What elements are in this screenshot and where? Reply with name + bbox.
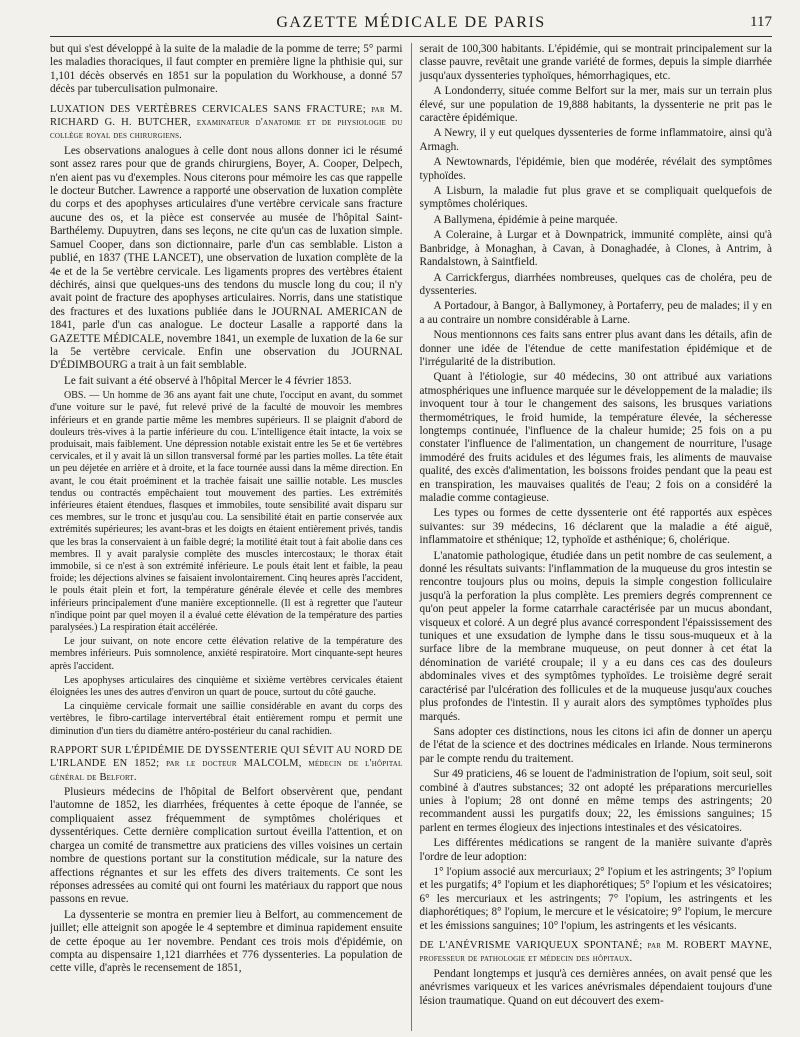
journal-title: GAZETTE MÉDICALE DE PARIS	[276, 14, 546, 31]
paragraph: La dyssenterie se montra en premier lieu à Belfort, au commencement de juillet; elle atteignit son apogée le 4 septembre et diminua rapidement ensuite de cette époque au 1er novembre. Pendant ces trois mois d'épidémie, on compta au dispensaire 1,121 diarrhées et 776 dyssenteries. La population de cette ville, d'après le recensement de 1851,	[50, 908, 403, 975]
paragraph: Sans adopter ces distinctions, nous les citons ici afin de donner un aperçu de l'état de la science et des doctrines médicales en Irlande. Nous terminerons par le compte rendu du traitement.	[419, 725, 772, 765]
observation-text: La cinquième cervicale formait une saillie considérable en avant du corps des vertèbres, le fibro-cartilage intervertébral était entièrement rompu et permit une diminution d'un tiers du diamètre antéro-postérieur du canal rachidien.	[50, 701, 403, 737]
paragraph: A Portadour, à Bangor, à Ballymoney, à Portaferry, peu de malades; il y en a au contraire un nombre considérable à Larne.	[419, 300, 772, 326]
two-column-body	[50, 43, 772, 1031]
paragraph: Le fait suivant a été observé à l'hôpital Mercer le 4 février 1853.	[64, 374, 352, 387]
paragraph: A Newry, il y eut quelques dyssenteries de forme inflammatoire, ainsi qu'à Armagh.	[419, 127, 772, 153]
observation-text: Les apophyses articulaires des cinquième et sixième vertèbres cervicales étaient éloignées les unes des autres d'environ un quart de pouce, surtout du côté gauche.	[50, 674, 403, 699]
paragraph: 1° l'opium associé aux mercuriaux; 2° l'opium et les astringents; 3° l'opium et les purgatifs; 4° l'opium et les diaphorétiques; 5° l'opium et les vésicatoires; 6° les mercuriaux et les astringents; 7° l'opium, les astringents et les diaphorétiques; 8° l'opium, le mercure et le vésicatoire; 9° l'opium, le mercure et les émissions sanguines; 10° l'opium, les astringents et les vésicants.	[419, 865, 772, 932]
left-column	[50, 43, 403, 1031]
observation-text: Le jour suivant, on note encore cette élévation relative de la température des membres inférieurs. Puis somnolence, anxiété respiratoire. Mort cinquante-sept heures après l'accident.	[50, 636, 403, 672]
paragraph: Les observations analogues à celle dont nous allons donner ici le résumé sont assez rares pour que de grands chirurgiens, Boyer, A. Cooper, Delpech, n'en aient pas vu d'exemples. Nous citerons pour mémoire les cas que rappelle le docteur Butcher. Lawrence a rapporté une observation de luxation complète du corps et des apophyses articulaires d'une vertèbre cervicale sans fracture aucune des os, et la pièce est conservée au musée de l'hôpital Saint-Barthélemy. Dupuytren, dans ses leçons, ne cite qu'un cas de luxation simple. Samuel Cooper, dans son dictionnaire, parle d'un cas semblable. Liston a publié, en 1837 (THE LANCET), une observation de luxation complète de la 4e et de la 5e vertèbre cervicale. Les ligaments propres des vertèbres étaient déchirés, ainsi que quelques-uns des tendons du muscle long du cou; il n'y avait point de fracture des apophyses articulaires. Norris, dans une statistique des fractures et des luxations publiée dans le JOURNAL AMERICAN de 1841, parle d'un cas analogue. Le docteur Lasalle a rapporté dans la GAZETTE MÉDICALE, novembre 1841, un exemple de luxation de la 6e sur la 5e vertèbre cervicale. Enfin une observation du JOURNAL D'ÉDIMBOURG a trait à un fait semblable.	[50, 144, 403, 372]
paragraph: Sur 49 praticiens, 46 se louent de l'administration de l'opium, soit seul, soit combiné à d'autres substances; 32 ont adopté les préparations mercurielles unies à l'opium; 28 ont donné en même temps des astringents; 20 recommandent aussi les purgatifs doux; 22, les émissions sanguines; 15 parlent en termes élogieux des injections intestinales et des vésicatoires.	[419, 768, 772, 834]
paragraph: but qui s'est développé à la suite de la maladie de la pomme de terre; 5° parmi les maladies thoraciques, il faut compter en première ligne la phthisie qui, sur 1,101 décès observés en 1851 sur la population du Workhouse, a donné 57 décès par tuberculisation pulmonaire.	[50, 43, 403, 96]
article-heading-dysentery: RAPPORT SUR L'ÉPIDÉMIE DE DYSSENTERIE QUI SÉVIT AU NORD DE L'IRLANDE EN 1852; par le docteur MALCOLM, médecin de l'hôpital général de Belfort.	[50, 744, 403, 783]
paragraph: A Carrickfergus, diarrhées nombreuses, quelques cas de choléra, peu de dyssenteries.	[419, 271, 772, 297]
paragraph: Plusieurs médecins de l'hôpital de Belfort observèrent que, pendant l'automne de 1852, les diarrhées, fréquentes à cette époque de l'année, se compliquaient assez fréquemment de symptômes cholériques et dyssentériques. Cette dernière complication surtout éveilla l'attention, et on chargea un comité de transmettre aux praticiens des villes voisines un certain nombre de questions portant sur la constitution médicale, sur la nature des affections régnantes et sur les effets des divers traitements. Ce sont les réponses adressées au comité qui ont fourni les matériaux du rapport que nous passons en revue.	[50, 786, 403, 906]
paragraph: A Newtownards, l'épidémie, bien que modérée, révélait des symptômes typhoïdes.	[419, 156, 772, 182]
paragraph: A Coleraine, à Lurgar et à Downpatrick, immunité complète, ainsi qu'à Banbridge, à Monaghan, à Cavan, à Donaghadée, à Clones, à Antrim, à Randalstown, à Saintfield.	[419, 229, 772, 269]
paragraph: Les différentes médications se rangent de la manière suivante d'après l'ordre de leur adoption:	[419, 837, 772, 863]
article-heading-aneurysm: DE L'ANÉVRISME VARIQUEUX SPONTANÉ; par M. ROBERT MAYNE, professeur de pathologie et médecin des hôpitaux.	[419, 940, 772, 965]
paragraph: Quant à l'étiologie, sur 40 médecins, 30 ont attribué aux variations atmosphériques une influence marquée sur le développement de la maladie; ils invoquent tour à tour le changement des saisons, les brusques variations thermométriques, le froid humide, la température élevée, la sécheresse longtemps continuée, l'influence de la chaleur humide; 25 fois on a pu constater l'influence de l'alimentation, un changement de nourriture, l'usage immodéré des fruits acidules et des légumes frais, les aliments de mauvaise qualité, des excès d'alimentation, les boissons froides pendant que la peau est en transpiration, les mauvaises qualités de l'eau; 2 fois on a considéré la maladie comme contagieuse.	[419, 371, 772, 504]
paragraph: Nous mentionnons ces faits sans entrer plus avant dans les détails, afin de donner une idée de l'étendue de cette manifestation épidémique et de l'irrégularité de la distribution.	[419, 329, 772, 368]
observation-text: OBS. — Un homme de 36 ans ayant fait une chute, l'occiput en avant, du sommet d'une voiture sur le pavé, fut relevé privé de la faculté de mouvoir les membres inférieurs et en grande partie même les membres supérieurs. Il se plaignit d'abord de douleurs très-vives à la partie inférieure du cou. L'intelligence était intacte, la voix se produisait, mais faiblement. Une dépression notable existait entre les 5e et 6e vertèbres cervicales, et il y avait là un sillon transversal formé par les parties molles. La tête était un peu déjetée en arrière et à droite, et la face tournée aussi dans la même direction. En avant, le cou était proéminent et la trachée faisait une saillie notable. Les muscles tendus ou contractés empêchaient tout mouvement des parties. Les extrémités inférieures étaient étendues, flasques et immobiles, toute sensibilité avait disparu sur ces membres, sur le tronc et jusqu'au cou. La sensibilité était en partie conservée aux extrémités supérieures; les avant-bras et les doigts en étaient entièrement privés, tandis que les bras la conservaient à un faible degré; la motilité était tout à fait abolie dans ces membres. Il y avait paralysie complète des muscles intercostaux; le thorax était immobile, si ce n'est à son extrémité inférieure. Le pouls était lent et faible, la peau froide; les déjections alvines se faisaient involontairement. Cinq heures après l'accident, le pouls était plein et fort, la température générale élevée et celle des membres inférieurs principalement d'une manière exceptionnelle. (Il est à regretter que l'auteur n'indique point par quel moyen il a évalué cette élévation de la température des parties paralysées.) La respiration était accélérée.	[50, 390, 403, 634]
paragraph: Les types ou formes de cette dyssenterie ont été rapportés aux espèces suivantes: sur 39 médecins, 16 déclarent que la maladie a été aiguë, inflammatoire et sthénique; 12, typhoïde et asthénique; 6, cholérique.	[419, 507, 772, 547]
paragraph: A Lisburn, la maladie fut plus grave et se compliquait quelquefois de symptômes cholériques.	[419, 185, 772, 211]
paragraph: A Londonderry, située comme Belfort sur la mer, mais sur un terrain plus élevé, sur une population de 19,888 habitants, la dyssenterie ne prit pas le caractère épidémique.	[419, 85, 772, 125]
paragraph: Pendant longtemps et jusqu'à ces dernières années, on avait pensé que les anévrismes variqueux et les varices anévrismales dépendaient toujours d'une lésion traumatique. Quand on eut découvert des exem-	[419, 967, 772, 1007]
article-heading-luxation: LUXATION DES VERTÈBRES CERVICALES SANS FRACTURE; par M. RICHARD G. H. BUTCHER, examinateur d'anatomie et de physiologie du collège royal des chirurgiens.	[50, 103, 403, 142]
paragraph: L'anatomie pathologique, étudiée dans un petit nombre de cas seulement, a donné les résultats suivants: l'inflammation de la muqueuse du gros intestin se rencontre toujours plus ou moins, depuis la simple congestion folliculaire jusqu'à la perforation la plus complète. Les premiers degrés comprennent ce qu'on peut appeler la forme catarrhale caractérisée par un mucus abondant, visqueux et coloré. A un degré plus avancé correspondent l'épaississement des tuniques et une exsudation de lymphe dans le tissu sous-muqueux et à la surface libre de la membrane muqueuse, on peut donner à cet état la dénomination de variété croupale; il y a eu dans ces cas des douleurs abdominales vives et des symptômes typhoïdes. Le troisième degré serait caractérisé par l'ulcération des follicules et de la muqueuse jusqu'aux couches plus profondes de l'intestin. Il y aurait alors des symptômes typhoïdes plus marqués.	[419, 549, 772, 723]
masthead	[50, 0, 772, 37]
paragraph: A Ballymena, épidémie à peine marquée.	[433, 213, 618, 226]
paragraph: serait de 100,300 habitants. L'épidémie, qui se montrait principalement sur la classe pauvre, revêtait une grande variété de formes, depuis la simple diarrhée jusqu'aux dyssenteries typhoïques, hémorrhagiques, etc.	[419, 43, 772, 82]
page-number: 117	[750, 14, 772, 30]
right-column	[411, 43, 773, 1031]
